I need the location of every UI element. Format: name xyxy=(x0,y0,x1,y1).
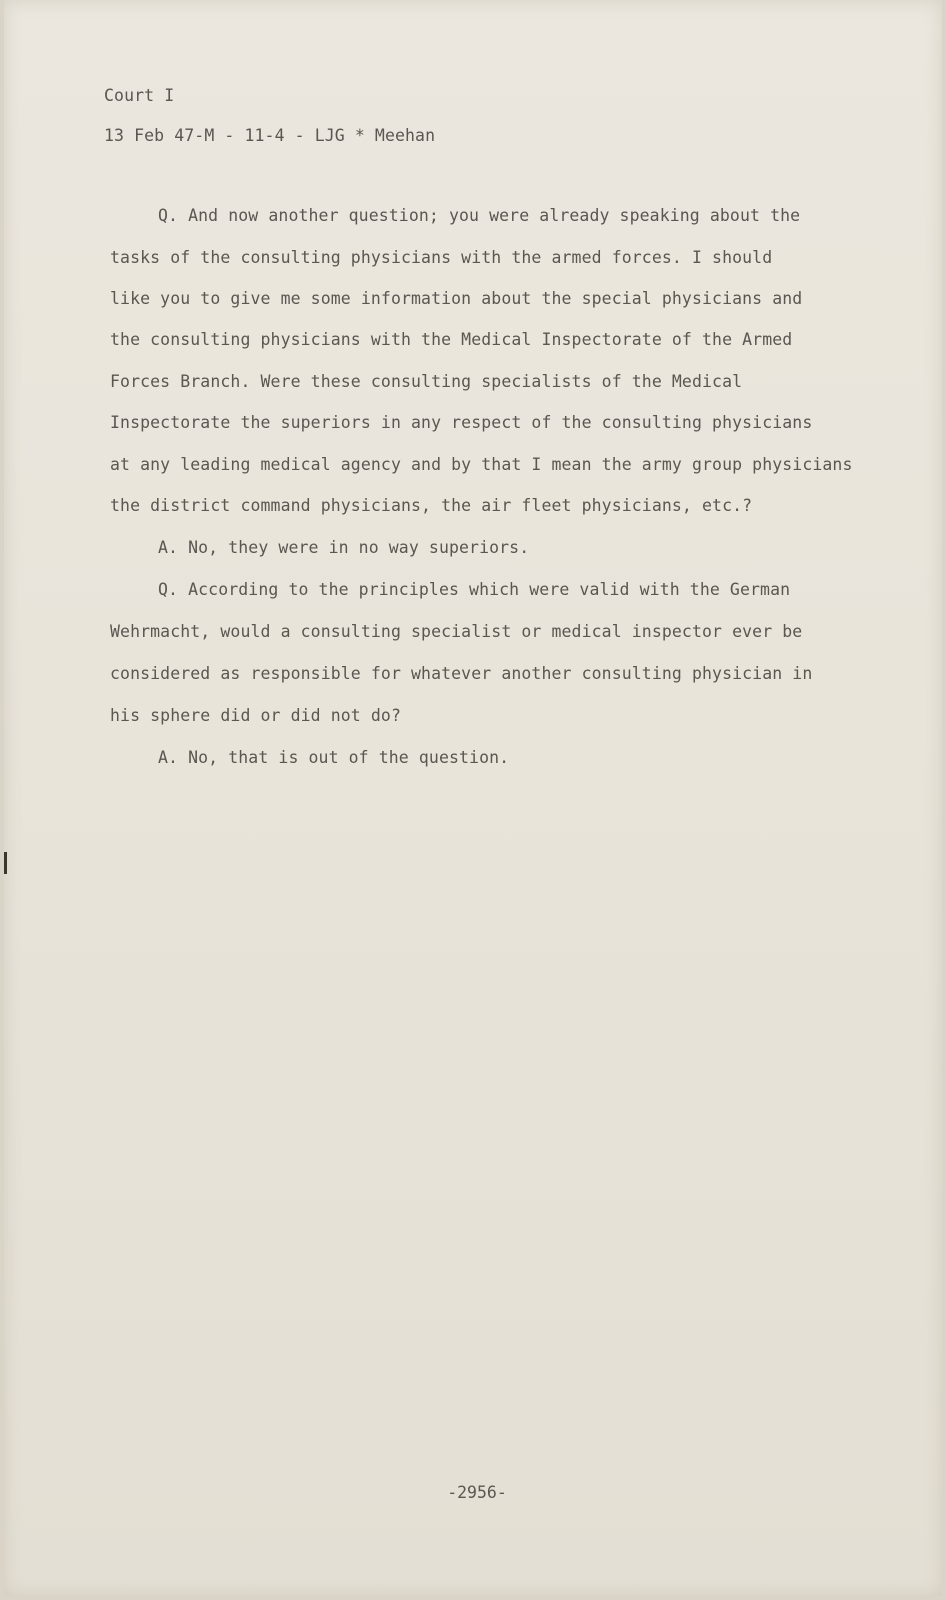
question-1-line-3: like you to give me some information about the special physicians and xyxy=(110,289,803,308)
question-1-line-8: the district command physicians, the air fleet physicians, etc.? xyxy=(110,496,753,515)
answer-2: A. No, that is out of the question. xyxy=(158,748,510,767)
question-1-line-2: tasks of the consulting physicians with the armed forces. I should xyxy=(110,248,773,267)
question-2-line-1: Q. According to the principles which were valid with the German xyxy=(158,580,791,599)
document-page xyxy=(4,0,942,1596)
answer-1: A. No, they were in no way superiors. xyxy=(158,538,530,557)
page-number: -2956- xyxy=(447,1483,507,1502)
session-reference: 13 Feb 47-M - 11-4 - LJG * Meehan xyxy=(104,126,436,145)
question-2-line-3: considered as responsible for whatever another consulting physician in xyxy=(110,664,813,683)
question-2-line-2: Wehrmacht, would a consulting specialist or medical inspector ever be xyxy=(110,622,803,641)
question-2-line-4: his sphere did or did not do? xyxy=(110,706,401,725)
question-1-line-4: the consulting physicians with the Medical Inspectorate of the Armed xyxy=(110,330,793,349)
question-1-line-5: Forces Branch. Were these consulting specialists of the Medical xyxy=(110,372,743,391)
court-label: Court I xyxy=(104,86,175,105)
question-1-line-1: Q. And now another question; you were already speaking about the xyxy=(158,206,801,225)
binding-mark xyxy=(4,852,7,874)
question-1-line-7: at any leading medical agency and by that I mean the army group physicians xyxy=(110,455,853,474)
question-1-line-6: Inspectorate the superiors in any respect of the consulting physicians xyxy=(110,413,813,432)
